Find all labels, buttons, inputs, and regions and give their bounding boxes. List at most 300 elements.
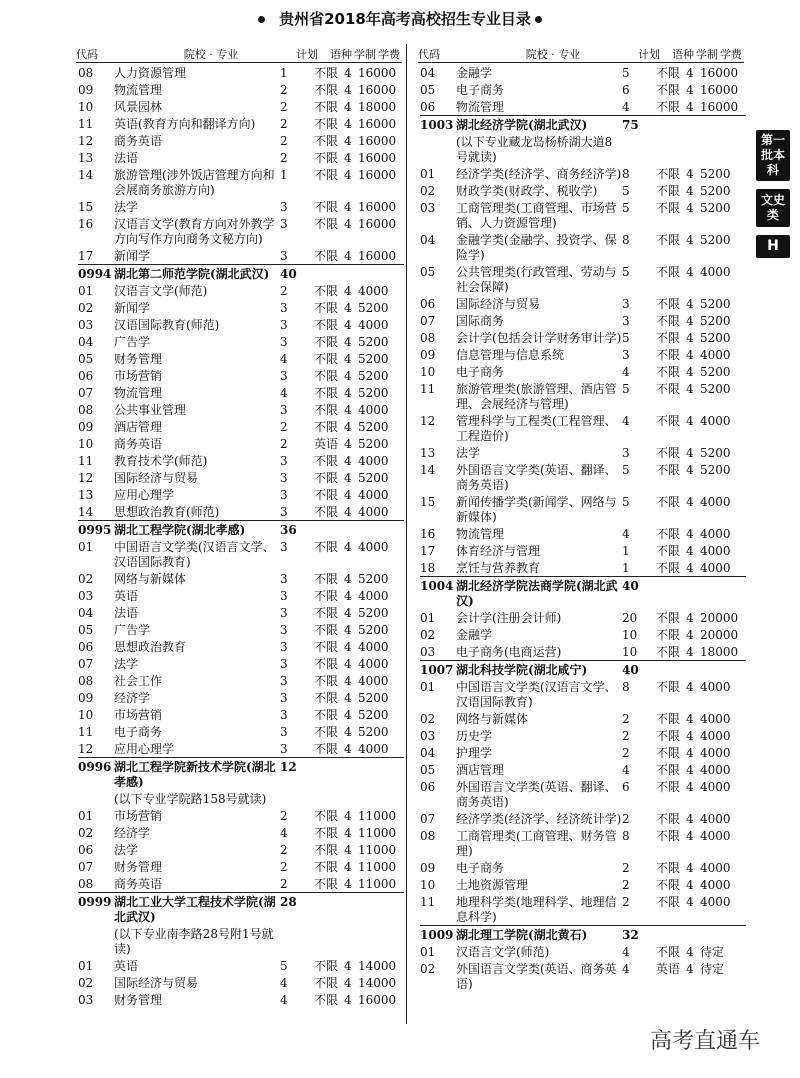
fee-cell: 5200: [358, 437, 389, 451]
major-row: [78, 604, 404, 621]
fee-cell: [700, 579, 744, 609]
fee-cell: 5200: [700, 331, 731, 345]
lang-cell: 不限: [656, 878, 681, 892]
code-cell: 02: [78, 572, 94, 586]
lang-cell: 不限: [314, 151, 339, 165]
fee-cell: 18000: [700, 645, 739, 659]
years-cell: [344, 895, 358, 925]
name-cell: 财务管理: [114, 860, 163, 874]
years-cell: [344, 760, 358, 790]
name-cell: 公共事业管理: [114, 403, 187, 417]
lang-cell: [314, 792, 344, 807]
name-cell: 网络与新媒体: [114, 572, 187, 586]
name-cell: 财政学类(财政学、税收学): [456, 184, 598, 198]
code-cell: 01: [420, 680, 436, 694]
fee-cell: 16000: [358, 217, 397, 231]
years-cell: 4: [344, 437, 352, 451]
code-cell: 06: [420, 297, 436, 311]
code-cell: [420, 135, 456, 165]
years-cell: 4: [686, 680, 694, 694]
col-lang-label: 语种: [672, 48, 694, 61]
code-cell: 01: [78, 809, 94, 823]
years-cell: 4: [344, 725, 352, 739]
major-row: [78, 98, 404, 115]
code-cell: 06: [78, 369, 94, 383]
fee-cell: 16000: [358, 117, 397, 131]
lang-cell: 不限: [314, 993, 339, 1007]
name-cell: 市场营销: [114, 708, 163, 722]
fee-cell: 4000: [358, 540, 389, 554]
name-cell: 工商管理类(工商管理、市场营销、人力资源管理): [456, 201, 617, 230]
years-cell: 4: [344, 168, 352, 182]
years-cell: 4: [344, 860, 352, 874]
major-row: [420, 727, 746, 744]
name-cell: 酒店管理: [114, 420, 163, 434]
school-row: [78, 520, 404, 538]
plan-cell: 3: [280, 403, 288, 417]
years-cell: 4: [344, 826, 352, 840]
fee-cell: 5200: [700, 365, 731, 379]
fee-cell: 5200: [358, 725, 389, 739]
lang-cell: 不限: [656, 167, 681, 181]
plan-cell: 2: [622, 729, 630, 743]
lang-cell: 不限: [314, 318, 339, 332]
name-cell: 金融学类(金融学、投资学、保险学): [456, 233, 617, 262]
plan-cell: 2: [280, 809, 288, 823]
col-fee-label: 学费: [720, 48, 742, 61]
years-cell: 4: [686, 645, 694, 659]
plan-cell: 10: [622, 645, 638, 659]
plan-cell: 3: [280, 369, 288, 383]
lang-cell: 不限: [656, 348, 681, 362]
major-row: [78, 974, 404, 991]
plan-cell: 2: [622, 746, 630, 760]
lang-cell: 不限: [656, 66, 681, 80]
years-cell: 4: [344, 640, 352, 654]
years-cell: 4: [344, 657, 352, 671]
major-row: [420, 64, 746, 81]
fee-cell: 5200: [700, 382, 731, 396]
major-row: [420, 943, 746, 960]
years-cell: 4: [344, 335, 352, 349]
years-cell: [686, 928, 700, 943]
years-cell: 4: [344, 151, 352, 165]
years-cell: 4: [344, 540, 352, 554]
name-cell: 中国语言文学类(汉语言文学、汉语国际教育): [456, 680, 617, 709]
major-row: [420, 542, 746, 559]
school-row: [420, 925, 746, 943]
note-row: [78, 790, 404, 807]
code-cell: 13: [78, 488, 94, 502]
major-row: [78, 807, 404, 824]
major-row: [420, 678, 746, 710]
major-row: [420, 525, 746, 542]
plan-cell: 20: [622, 611, 638, 625]
fee-cell: 4000: [700, 414, 731, 428]
plan-cell: 3: [622, 297, 630, 311]
major-row: [420, 312, 746, 329]
name-cell: 湖北理工学院(湖北黄石): [456, 928, 588, 942]
lang-cell: 不限: [314, 877, 339, 891]
fee-cell: 16000: [358, 151, 397, 165]
code-cell: 14: [420, 463, 436, 477]
plan-cell: 2: [280, 100, 288, 114]
name-cell: 金融学: [456, 66, 493, 80]
years-cell: 4: [686, 265, 694, 279]
code-cell: 18: [420, 561, 436, 575]
years-cell: 4: [344, 623, 352, 637]
fee-cell: 16000: [358, 168, 397, 182]
code-cell: 17: [78, 249, 94, 263]
name-cell: 物流管理: [456, 527, 505, 541]
major-row: [420, 643, 746, 660]
code-cell: 03: [78, 589, 94, 603]
lang-cell: 不限: [314, 959, 339, 973]
code-cell: 04: [78, 335, 94, 349]
lang-cell: 不限: [656, 729, 681, 743]
lang-cell: 不限: [314, 134, 339, 148]
code-cell: 09: [78, 83, 94, 97]
plan-cell: 3: [280, 742, 288, 756]
fee-cell: [700, 118, 744, 133]
lang-cell: 不限: [656, 611, 681, 625]
years-cell: 4: [686, 729, 694, 743]
fee-cell: 5200: [700, 463, 731, 477]
code-cell: 16: [78, 217, 94, 231]
name-cell: 英语: [114, 959, 139, 973]
watermark: 高考直通车: [650, 1029, 761, 1054]
name-cell: (以下专业南李路28号附1号就读): [114, 927, 274, 956]
plan-cell: 5: [622, 331, 630, 345]
major-row: [78, 299, 404, 316]
lang-cell: 不限: [656, 527, 681, 541]
plan-cell: 2: [622, 812, 630, 826]
major-row: [78, 452, 404, 469]
lang-cell: 不限: [314, 66, 339, 80]
fee-cell: 16000: [358, 134, 397, 148]
years-cell: 4: [344, 454, 352, 468]
page-header: [0, 6, 800, 36]
lang-cell: 不限: [656, 861, 681, 875]
name-cell: 经济学类(经济学、商务经济学): [456, 167, 622, 181]
lang-cell: 不限: [314, 369, 339, 383]
major-row: [78, 841, 404, 858]
major-row: [78, 282, 404, 299]
col-name-label: 院校 · 专业: [525, 48, 581, 61]
code-cell: 09: [78, 420, 94, 434]
major-row: [420, 363, 746, 380]
lang-cell: 不限: [656, 561, 681, 575]
lang-cell: 不限: [656, 712, 681, 726]
name-cell: 经济学类(经济学、经济统计学): [456, 812, 622, 826]
years-cell: 4: [686, 561, 694, 575]
fee-cell: 5200: [700, 233, 731, 247]
plan-cell: 2: [622, 712, 630, 726]
fee-cell: 4000: [700, 348, 731, 362]
plan-cell: 36: [280, 523, 297, 537]
years-cell: 4: [686, 331, 694, 345]
fee-cell: 待定: [700, 962, 725, 976]
code-cell: 10: [78, 437, 94, 451]
major-row: [78, 957, 404, 974]
name-cell: 湖北工程学院新技术学院(湖北孝感): [114, 760, 276, 789]
lang-cell: 不限: [314, 843, 339, 857]
fee-cell: 16000: [358, 993, 397, 1007]
lang-cell: 不限: [314, 471, 339, 485]
years-cell: 4: [344, 318, 352, 332]
fee-cell: 5200: [358, 708, 389, 722]
plan-cell: 3: [280, 640, 288, 654]
col-fee-label: 学费: [378, 48, 400, 61]
lang-cell: 不限: [656, 265, 681, 279]
years-cell: 4: [344, 691, 352, 705]
fee-cell: 4000: [700, 746, 731, 760]
fee-cell: 16000: [358, 83, 397, 97]
code-cell: 01: [420, 945, 436, 959]
lang-cell: 不限: [656, 645, 681, 659]
plan-cell: 2: [280, 860, 288, 874]
col-code-label: 代码: [76, 48, 98, 61]
code-cell: 10: [78, 100, 94, 114]
name-cell: 地理科学类(地理科学、地理信息科学): [456, 895, 617, 924]
name-cell: 应用心理学: [114, 488, 175, 502]
plan-cell: 2: [622, 878, 630, 892]
lang-cell: 不限: [314, 674, 339, 688]
major-row: [420, 827, 746, 859]
name-cell: 信息管理与信息系统: [456, 348, 565, 362]
code-cell: 08: [78, 674, 94, 688]
years-cell: 4: [686, 66, 694, 80]
fee-cell: 5200: [358, 335, 389, 349]
plan-cell: 1: [622, 561, 630, 575]
name-cell: 中国语言文学类(汉语言文学、汉语国际教育): [114, 540, 275, 569]
fee-cell: 4000: [358, 657, 389, 671]
plan-cell: 75: [622, 118, 639, 132]
code-cell: 17: [420, 544, 436, 558]
plan-cell: 40: [622, 663, 639, 677]
left-column-header: [76, 44, 402, 63]
name-cell: 公共管理类(行政管理、劳动与社会保障): [456, 265, 617, 294]
fee-cell: 4000: [358, 742, 389, 756]
code-cell: 0999: [78, 895, 112, 909]
years-cell: 4: [344, 301, 352, 315]
major-row: [420, 295, 746, 312]
years-cell: 4: [344, 505, 352, 519]
code-cell: 08: [78, 403, 94, 417]
fee-cell: 4000: [700, 861, 731, 875]
name-cell: 外国语言文学类(英语、翻译、商务英语): [456, 463, 617, 492]
lang-cell: 不限: [314, 284, 339, 298]
major-row: [420, 81, 746, 98]
lang-cell: 不限: [656, 628, 681, 642]
years-cell: 4: [686, 962, 694, 976]
side-tabs: [756, 130, 792, 266]
years-cell: 4: [344, 420, 352, 434]
fee-cell: 4000: [358, 505, 389, 519]
name-cell: 经济学: [114, 691, 151, 705]
fee-cell: 5200: [358, 572, 389, 586]
col-code-label: 代码: [418, 48, 440, 61]
name-cell: 湖北经济学院(湖北武汉): [456, 118, 588, 132]
years-cell: 4: [686, 100, 694, 114]
lang-cell: 不限: [656, 100, 681, 114]
code-cell: 05: [78, 352, 94, 366]
major-row: [78, 215, 404, 247]
name-cell: 土地资源管理: [456, 878, 529, 892]
major-row: [78, 538, 404, 570]
name-cell: 国际商务: [456, 314, 505, 328]
fee-cell: 16000: [700, 66, 739, 80]
code-cell: 06: [420, 780, 436, 794]
fee-cell: 11000: [358, 826, 397, 840]
fee-cell: 5200: [358, 691, 389, 705]
plan-cell: 3: [280, 217, 288, 231]
lang-cell: 不限: [314, 301, 339, 315]
lang-cell: 不限: [656, 297, 681, 311]
fee-cell: 4000: [358, 674, 389, 688]
name-cell: 历史学: [456, 729, 493, 743]
code-cell: 13: [420, 446, 436, 460]
lang-cell: 不限: [314, 505, 339, 519]
plan-cell: 2: [280, 843, 288, 857]
name-cell: 旅游管理类(旅游管理、酒店管理、会展经济与管理): [456, 382, 617, 411]
plan-cell: 3: [622, 446, 630, 460]
plan-cell: 2: [280, 284, 288, 298]
name-cell: 法学: [114, 657, 139, 671]
plan-cell: 5: [622, 66, 630, 80]
plan-cell: 10: [622, 628, 638, 642]
code-cell: 0996: [78, 760, 112, 774]
fee-cell: 11000: [358, 843, 397, 857]
fee-cell: 4000: [358, 589, 389, 603]
years-cell: 4: [344, 606, 352, 620]
code-cell: 07: [78, 657, 94, 671]
years-cell: 4: [686, 746, 694, 760]
fee-cell: [358, 895, 402, 925]
lang-cell: 不限: [314, 403, 339, 417]
lang-cell: [314, 760, 344, 790]
code-cell: 11: [420, 895, 436, 909]
fee-cell: 5200: [358, 386, 389, 400]
major-row: [420, 444, 746, 461]
years-cell: 4: [344, 66, 352, 80]
years-cell: 4: [344, 284, 352, 298]
bullet-left-icon: [258, 16, 265, 23]
col-plan-label: 计划: [296, 48, 318, 61]
years-cell: 4: [344, 877, 352, 891]
years-cell: 4: [686, 446, 694, 460]
fee-cell: 4000: [358, 403, 389, 417]
major-row: [78, 875, 404, 892]
fee-cell: 待定: [700, 945, 725, 959]
lang-cell: 不限: [314, 725, 339, 739]
plan-cell: 8: [622, 233, 630, 247]
lang-cell: 不限: [314, 606, 339, 620]
plan-cell: 2: [280, 151, 288, 165]
years-cell: 4: [686, 495, 694, 509]
name-cell: (以下专业学院路158号就读): [114, 792, 267, 806]
plan-cell: 8: [622, 829, 630, 843]
major-row: [420, 810, 746, 827]
plan-cell: 4: [280, 976, 288, 990]
lang-cell: 不限: [656, 201, 681, 215]
plan-cell: 4: [280, 352, 288, 366]
major-row: [78, 991, 404, 1008]
code-cell: 10: [420, 878, 436, 892]
years-cell: 4: [344, 403, 352, 417]
fee-cell: 5200: [700, 446, 731, 460]
years-cell: 4: [344, 488, 352, 502]
code-cell: 11: [78, 725, 94, 739]
plan-cell: 5: [622, 495, 630, 509]
major-row: [78, 706, 404, 723]
lang-cell: 不限: [656, 945, 681, 959]
lang-cell: 不限: [314, 200, 339, 214]
major-row: [420, 761, 746, 778]
major-row: [420, 559, 746, 576]
code-cell: 01: [78, 540, 94, 554]
fee-cell: 4000: [700, 829, 731, 843]
fee-cell: 5200: [358, 369, 389, 383]
years-cell: 4: [344, 589, 352, 603]
name-cell: 汉语国际教育(师范): [114, 318, 220, 332]
name-cell: 广告学: [114, 335, 151, 349]
name-cell: 社会工作: [114, 674, 163, 688]
years-cell: 4: [344, 83, 352, 97]
major-row: [78, 384, 404, 401]
right-column: [420, 64, 746, 992]
years-cell: 4: [344, 674, 352, 688]
plan-cell: 12: [280, 760, 297, 774]
plan-cell: 8: [622, 167, 630, 181]
major-row: [420, 263, 746, 295]
fee-cell: 5200: [700, 184, 731, 198]
lang-cell: 不限: [314, 454, 339, 468]
fee-cell: 5200: [700, 314, 731, 328]
years-cell: 4: [686, 382, 694, 396]
major-row: [78, 689, 404, 706]
major-row: [420, 346, 746, 363]
plan-cell: 2: [280, 437, 288, 451]
code-cell: 12: [78, 134, 94, 148]
school-row: [78, 892, 404, 925]
plan-cell: 6: [622, 83, 630, 97]
code-cell: 1009: [420, 928, 454, 942]
name-cell: 旅游管理(涉外饭店管理方向和会展商务旅游方向): [114, 168, 275, 197]
lang-cell: 不限: [656, 365, 681, 379]
lang-cell: 不限: [314, 657, 339, 671]
major-row: [420, 710, 746, 727]
code-cell: 0994: [78, 267, 112, 281]
plan-cell: 5: [280, 959, 288, 973]
code-cell: 05: [420, 265, 436, 279]
plan-cell: 32: [622, 928, 639, 942]
name-cell: (以下专业藏龙岛杨桥湖大道8号就读): [456, 135, 613, 164]
major-row: [78, 655, 404, 672]
major-row: [420, 231, 746, 263]
lang-cell: [314, 523, 344, 538]
name-cell: 新闻学: [114, 301, 151, 315]
lang-cell: 不限: [314, 249, 339, 263]
lang-cell: [314, 267, 344, 282]
plan-cell: 3: [280, 623, 288, 637]
name-cell: 法语: [114, 606, 139, 620]
name-cell: 人力资源管理: [114, 66, 187, 80]
lang-cell: 不限: [656, 544, 681, 558]
code-cell: 11: [78, 117, 94, 131]
major-row: [420, 626, 746, 643]
name-cell: 应用心理学: [114, 742, 175, 756]
